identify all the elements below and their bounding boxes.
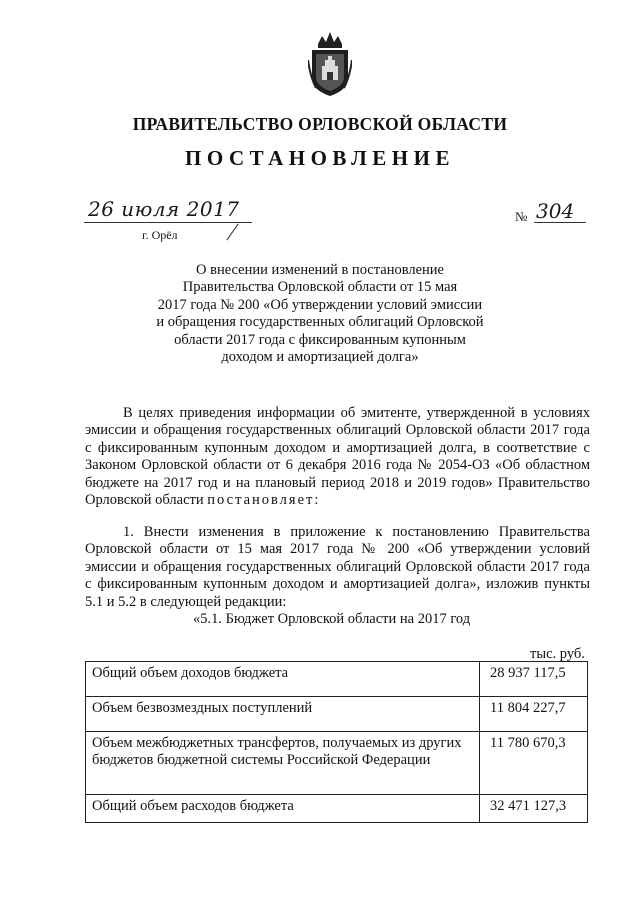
- government-title: ПРАВИТЕЛЬСТВО ОРЛОВСКОЙ ОБЛАСТИ: [132, 114, 508, 134]
- number-label: №: [515, 209, 528, 224]
- subject-line: Правительства Орловской области от 15 мая: [182, 279, 458, 296]
- city-label: г. Орёл: [142, 228, 178, 242]
- table-row: [86, 697, 588, 732]
- table-row: [86, 662, 588, 697]
- preamble-text: В целях приведения информации об эмитенте, утвержденной в условиях эмиссии и обращения государственных облигаций Орловской области 2017 года с фиксированным купонным доходом и амортизацией долга, в соответствие с Законом Орловской области от 6 декабря 2016 года № 2054-ОЗ «Об областном бюджете на 2017 год и на плановый период 2018 и 2019 годов» Правительство Орловской области: [85, 405, 590, 509]
- number-underline: [534, 222, 586, 223]
- date-slash-mark: [226, 224, 238, 241]
- subject-line: О внесении изменений в постановление: [196, 262, 444, 278]
- handwritten-date: 26 июля 2017: [88, 197, 240, 221]
- row-label: Объем безвозмездных поступлений: [86, 697, 480, 732]
- subject-line: 2017 года № 200 «Об утверждении условий эмиссии: [157, 296, 483, 313]
- item-1-paragraph: 1. Внести изменения в приложение к постановлению Правительства Орловской области от 15 мая 2017 года № 200 «Об утверждении условий эмиссии и обращения государственных облигаций Орловской области 2017 года с фиксированным купонным доходом и амортизацией долга», изложив пункты 5.1 и 5.2 в следующей редакции:: [85, 524, 590, 610]
- row-value: 11 780 670,3: [480, 732, 588, 795]
- table-row: [86, 732, 588, 795]
- budget-table: [85, 661, 588, 823]
- subject-line: и обращения государственных облигаций Орловской: [156, 314, 484, 331]
- handwritten-number: 304: [536, 199, 575, 223]
- row-value: 28 937 117,5: [480, 662, 588, 697]
- table-row: [86, 795, 588, 823]
- row-label: Общий объем расходов бюджета: [86, 795, 480, 823]
- row-value: 11 804 227,7: [480, 697, 588, 732]
- date-underline: [84, 222, 252, 223]
- preamble-paragraph: [85, 405, 590, 509]
- coat-of-arms-emblem: [308, 30, 352, 98]
- document-type-title: ПОСТАНОВЛЕНИЕ: [185, 146, 455, 170]
- subject-line: доходом и амортизацией долга»: [221, 349, 419, 366]
- document-subject: [120, 262, 520, 366]
- row-label: Объем межбюджетных трансфертов, получаемых из других бюджетов бюджетной системы Российской Федерации: [86, 732, 480, 795]
- section-title: «5.1. Бюджет Орловской области на 2017 год: [193, 611, 471, 627]
- row-value: 32 471 127,3: [480, 795, 588, 823]
- units-label: тыс. руб.: [530, 646, 585, 662]
- row-label: Общий объем доходов бюджета: [86, 662, 480, 697]
- decides-word: постановляет:: [207, 492, 321, 509]
- subject-line: области 2017 года с фиксированным купонным: [174, 331, 466, 348]
